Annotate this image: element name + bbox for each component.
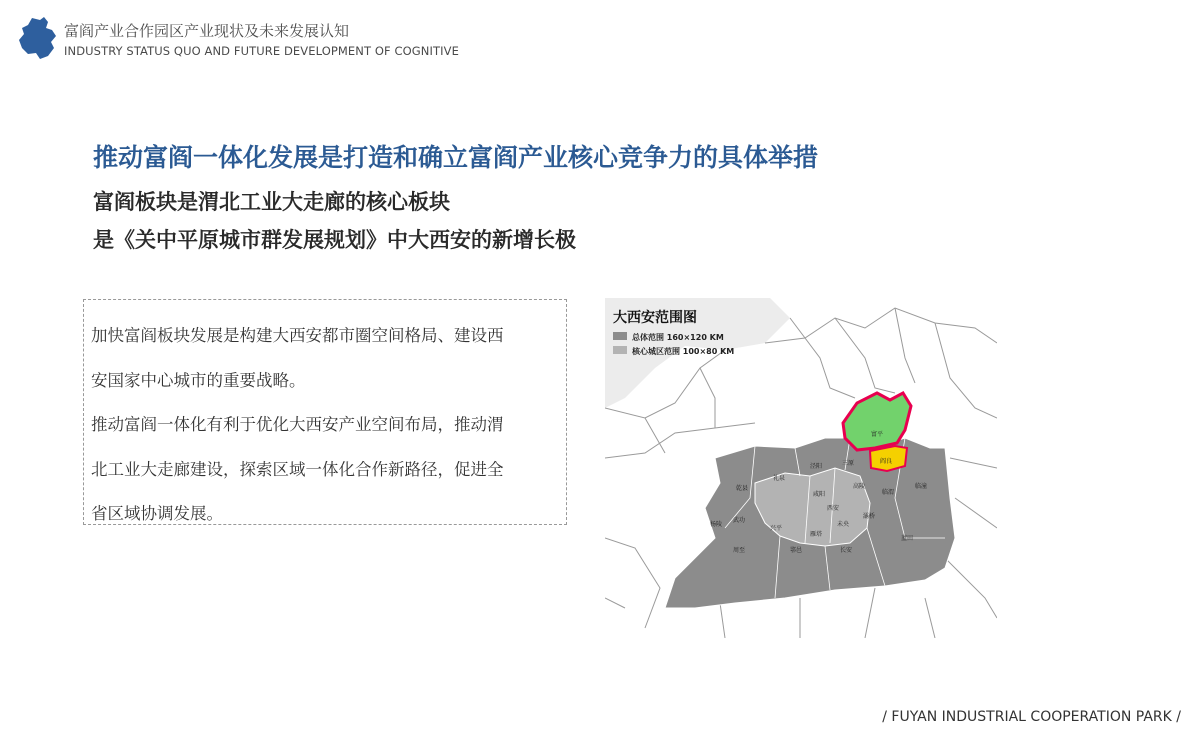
description-line: 安国家中心城市的重要战略。 <box>91 370 306 390</box>
map-label-zhouzhi: 周至 <box>733 547 746 554</box>
legend-label-outer: 总体范围 160×120 KM <box>632 333 724 342</box>
legend-swatch-core <box>613 346 627 354</box>
description-line: 加快富阎板块发展是构建大西安都市圈空间格局、建设西 <box>91 326 504 345</box>
map-label-fuping: 富平 <box>871 431 884 438</box>
map-label-liquan: 礼泉 <box>773 475 786 482</box>
footer-text: / FUYAN INDUSTRIAL COOPERATION PARK / <box>882 709 1181 725</box>
description-line: 推动富阎一体化有利于优化大西安产业空间布局，推动渭 <box>91 415 504 434</box>
page-subtitle-2: 是《关中平原城市群发展规划》中大西安的新增长极 <box>93 228 576 252</box>
page-title: 推动富阎一体化发展是打造和确立富阎产业核心竞争力的具体举措 <box>93 143 819 172</box>
map-label-lintong: 临潼 <box>915 483 928 490</box>
page-subtitle-1: 富阎板块是渭北工业大走廊的核心板块 <box>93 190 450 214</box>
map-label-yangling: 杨陵 <box>710 521 723 528</box>
legend-label-core: 核心城区范围 100×80 KM <box>632 347 735 356</box>
description-line: 省区域协调发展。 <box>91 504 223 523</box>
map-title: 大西安范围图 <box>613 310 697 326</box>
description-line: 北工业大走廊建设，探索区域一体化合作新路径，促进全 <box>91 459 504 479</box>
map-label-yanta: 雁塔 <box>810 531 823 538</box>
map-label-xian: 西安 <box>827 505 840 512</box>
map-label-weiyang: 未央 <box>837 521 850 528</box>
map-label-huyi: 鄠邑 <box>790 547 803 554</box>
map-label-xianyang: 咸阳 <box>813 491 826 498</box>
legend-swatch-outer <box>613 332 627 340</box>
map-label-wugong: 武功 <box>733 517 746 524</box>
map-label-gaoling: 高陵 <box>853 483 866 490</box>
map-label-lantian: 蓝田 <box>901 535 914 542</box>
map-label-qianxian: 乾县 <box>736 485 749 492</box>
header-title-en: INDUSTRY STATUS QUO AND FUTURE DEVELOPMENT OF COGNITIVE <box>64 44 459 58</box>
map-label-linwei: 临渭 <box>882 489 895 496</box>
map-label-sanyuan: 三原 <box>842 460 855 467</box>
map-label-jingyang: 泾阳 <box>810 463 823 470</box>
map-label-xingping: 兴平 <box>770 525 783 532</box>
map-label-changan: 长安 <box>840 547 853 554</box>
header-title-cn: 富阎产业合作园区产业现状及未来发展认知 <box>64 22 350 40</box>
description-textbox <box>83 299 567 525</box>
map-label-yanliang: 阎良 <box>880 458 893 465</box>
map-label-baqiao: 灞桥 <box>863 513 876 520</box>
greater-xian-map <box>605 298 997 638</box>
region-map-logo-icon <box>18 16 58 60</box>
